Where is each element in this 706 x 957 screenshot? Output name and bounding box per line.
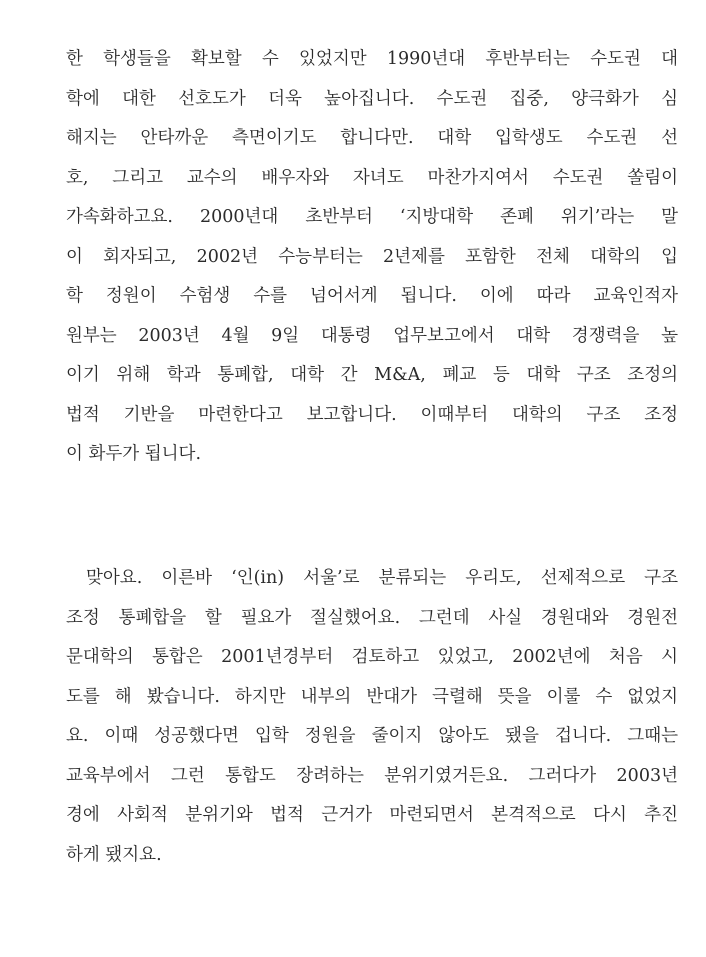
text-line: 맞아요. 이른바 ‘인(in) 서울’로 분류되는 우리도, 선제적으로 구조 [86,568,678,588]
text-line: 요. 이때 성공했다면 입학 정원을 줄이지 않아도 됐을 겁니다. 그때는 [66,726,678,746]
text-line: 원부는 2003년 4월 9일 대통령 업무보고에서 대학 경쟁력을 높 [66,325,678,346]
text-line: 해지는 안타까운 측면이기도 합니다만. 대학 입학생도 수도권 선 [66,128,678,148]
text-line: 이기 위해 학과 통폐합, 대학 간 M&A, 폐교 등 대학 구조 조정의 [66,365,678,385]
text-line: 한 학생들을 확보할 수 있었지만 1990년대 후반부터는 수도권 대 [66,49,678,69]
text-line: 학에 대한 선호도가 더욱 높아집니다. 수도권 집중, 양극화가 심 [66,88,678,109]
text-line: 문대학의 통합은 2001년경부터 검토하고 있었고, 2002년에 처음 시 [66,647,678,667]
text-line: 경에 사회적 분위기와 법적 근거가 마련되면서 본격적으로 다시 추진 [66,805,678,825]
text-line: 하게 됐지요. [66,844,162,865]
paragraph-2 [66,559,678,875]
text-line: 교육부에서 그런 통합도 장려하는 분위기였거든요. 그러다가 2003년 [66,765,678,786]
text-line: 이 화두가 됩니다. [66,444,202,464]
text-line: 가속화하고요. 2000년대 초반부터 ‘지방대학 존폐 위기’라는 말 [66,207,678,227]
text-line: 학 정원이 수험생 수를 넘어서게 됩니다. 이에 따라 교육인적자 [66,286,678,306]
text-line: 법적 기반을 마련한다고 보고합니다. 이때부터 대학의 구조 조정 [66,404,678,425]
text-line: 조정 통폐합을 할 필요가 절실했어요. 그런데 사실 경원대와 경원전 [66,607,678,628]
text-line: 호, 그리고 교수의 배우자와 자녀도 마찬가지여서 수도권 쏠림이 [66,167,678,188]
text-line: 도를 해 봤습니다. 하지만 내부의 반대가 극렬해 뜻을 이룰 수 없었지 [66,686,678,707]
paragraph-1 [66,40,678,475]
text-line: 이 회자되고, 2002년 수능부터는 2년제를 포함한 전체 대학의 입 [66,246,678,267]
